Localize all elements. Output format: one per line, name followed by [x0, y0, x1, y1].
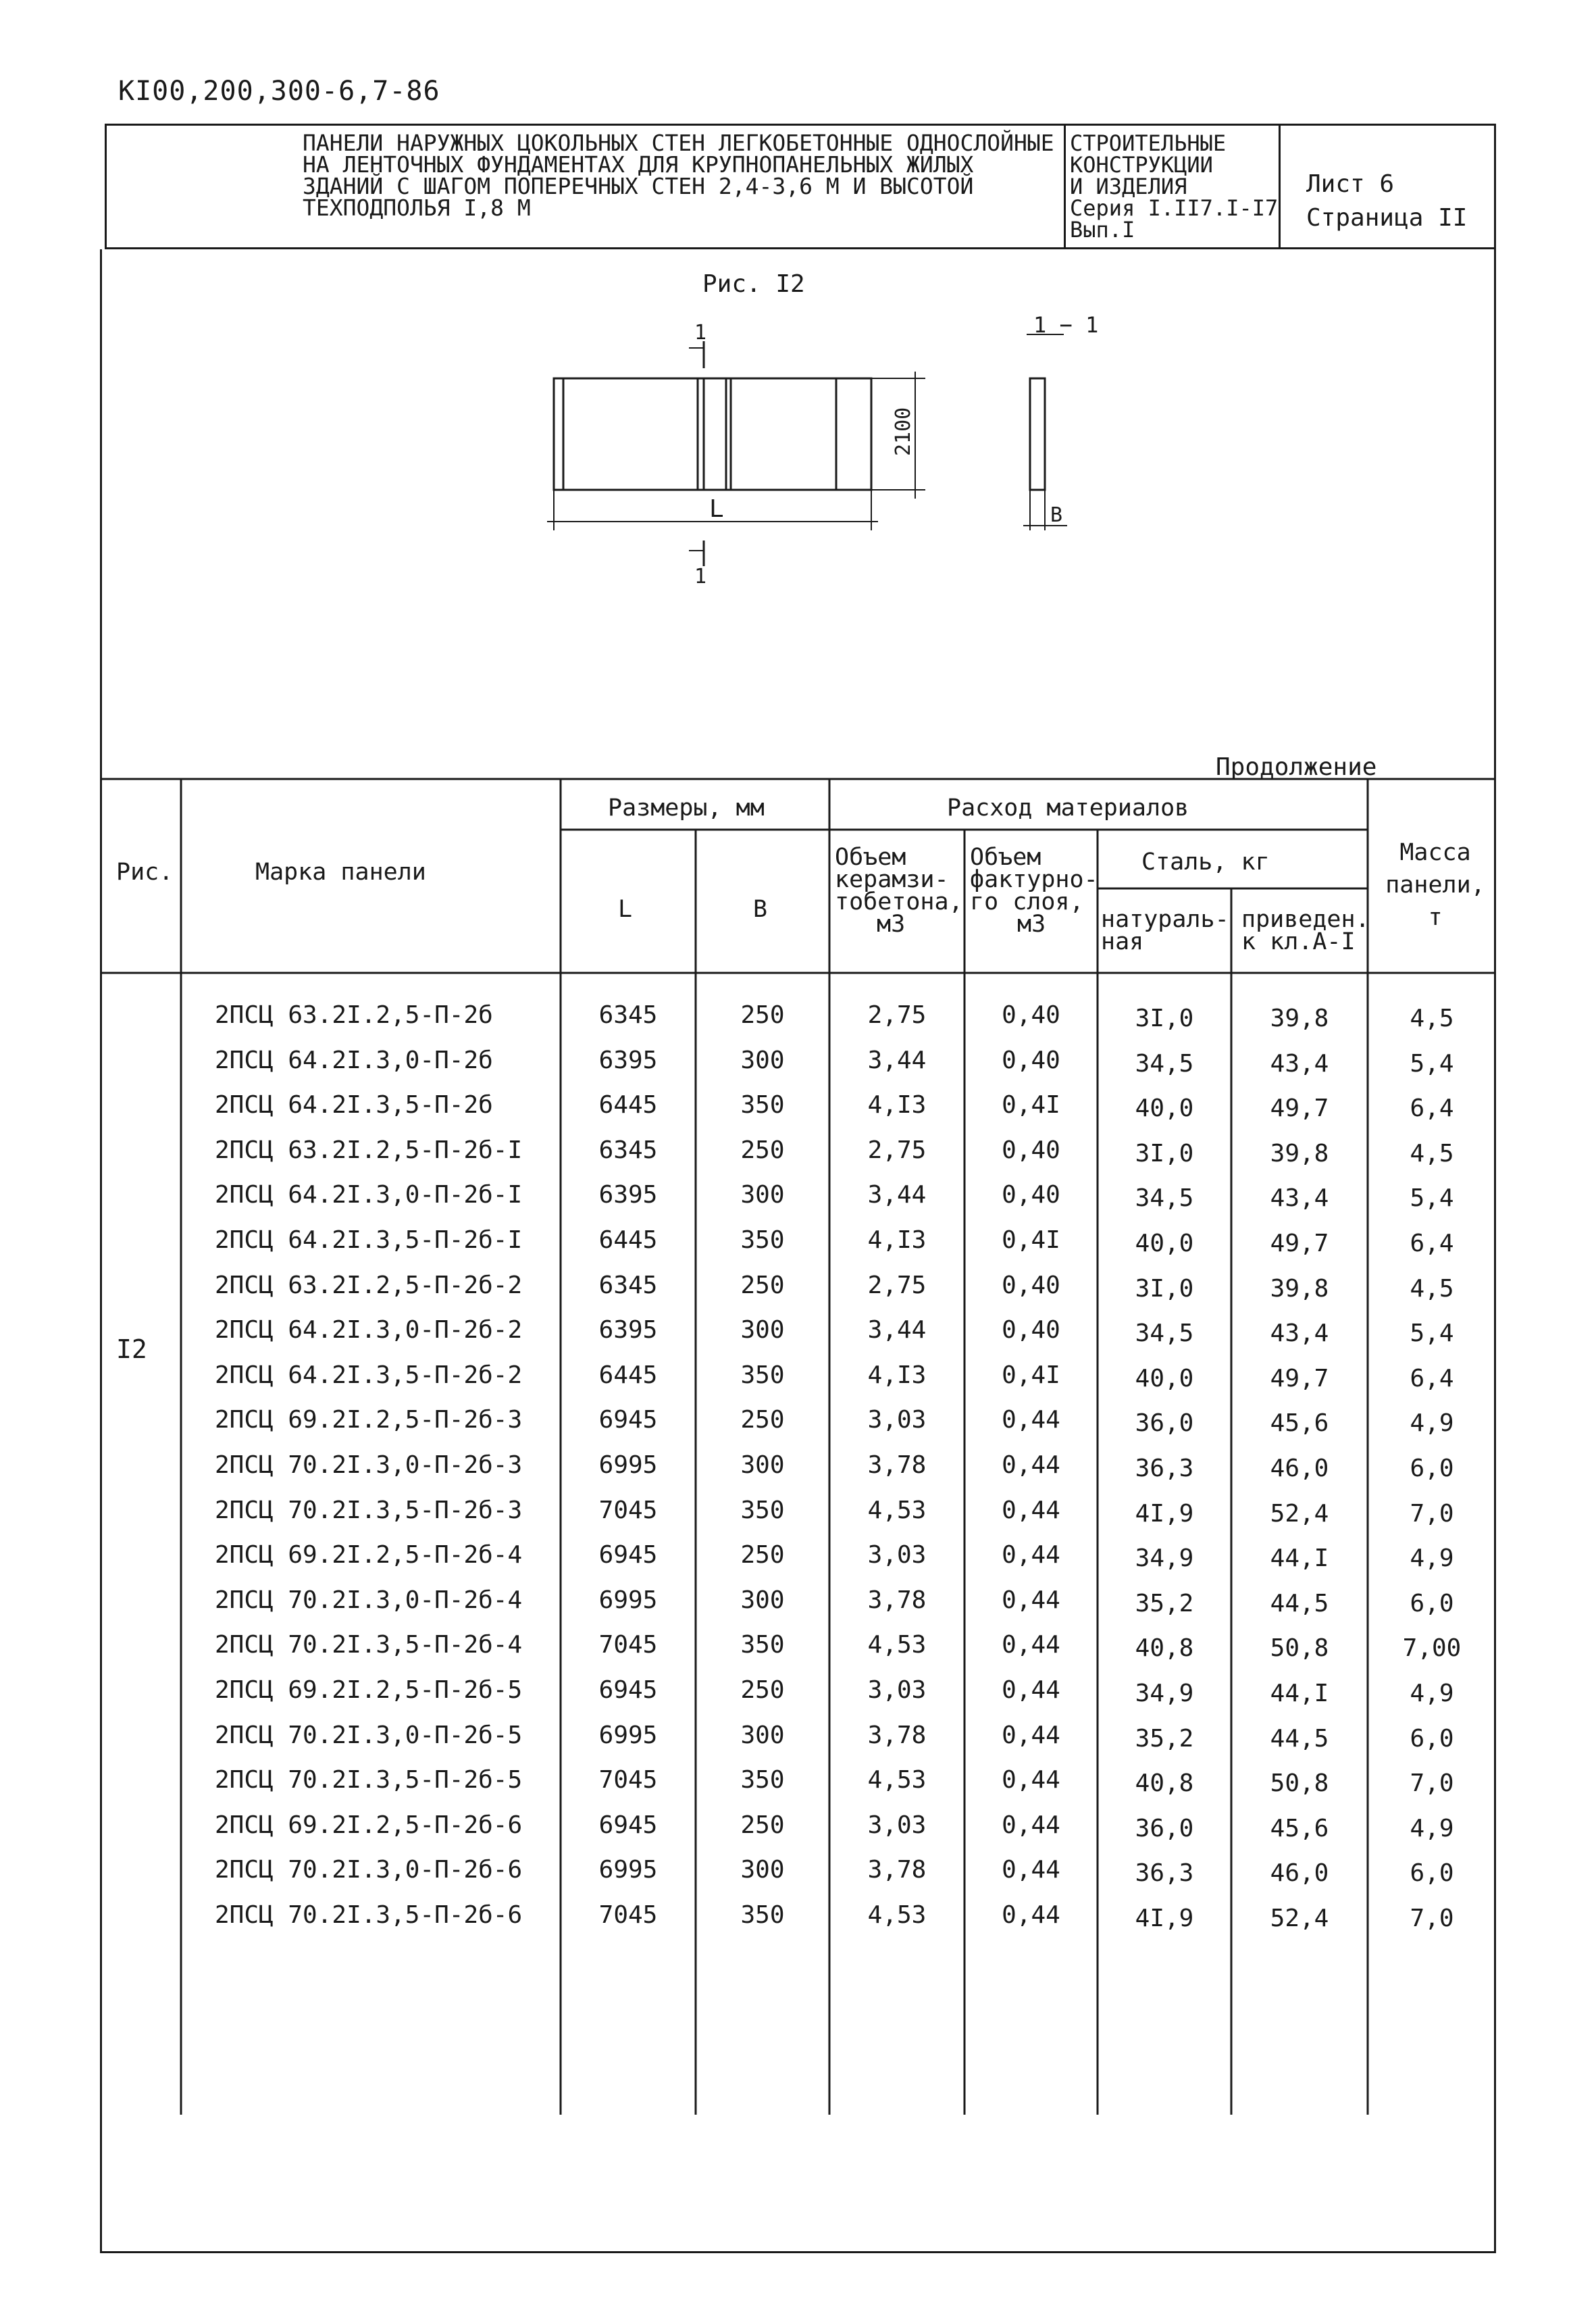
cell-vf: 0,44 — [1002, 1496, 1060, 1524]
cell-L: 6995 — [598, 1586, 658, 1614]
cell-m: 4,5 — [1410, 1274, 1454, 1303]
cell-L: 6945 — [598, 1811, 658, 1839]
cell-vc: 3,44 — [867, 1316, 927, 1344]
header-mass-2: панели, — [1385, 872, 1485, 899]
cell-vf: 0,44 — [1002, 1856, 1060, 1884]
cell-L: 7045 — [598, 1631, 658, 1659]
cell-mark: 2ПСЦ 63.2I.2,5-П-2б — [215, 1001, 493, 1029]
cell-sn: 36,0 — [1135, 1814, 1194, 1842]
length-label: L — [709, 495, 724, 523]
cell-m: 6,4 — [1410, 1364, 1454, 1392]
cell-vc: 3,78 — [867, 1451, 927, 1479]
cell-sr: 50,8 — [1270, 1634, 1329, 1663]
cell-vc: 2,75 — [867, 1271, 927, 1299]
header-steel-reduced-2: к кл.А-I — [1241, 928, 1356, 955]
cell-mark: 2ПСЦ 64.2I.3,5-П-2б-I — [215, 1226, 523, 1254]
header-mass-1: Масса — [1399, 839, 1471, 866]
figure-caption: Рис. I2 — [702, 270, 805, 298]
cell-vf: 0,40 — [1002, 1001, 1060, 1029]
cell-L: 6395 — [598, 1046, 658, 1074]
cell-B: 300 — [740, 1856, 785, 1884]
header-mass-3: т — [1428, 904, 1443, 931]
cell-vc: 4,I3 — [867, 1091, 927, 1120]
cell-L: 6995 — [598, 1721, 658, 1749]
cell-B: 300 — [740, 1046, 785, 1074]
series-line-4: Серия I.II7.I-I7 — [1070, 195, 1279, 221]
cell-L: 6345 — [598, 1001, 658, 1029]
cell-mark: 2ПСЦ 64.2I.3,5-П-2б — [215, 1091, 493, 1120]
header-mass — [1381, 836, 1489, 934]
cell-mark: 2ПСЦ 70.2I.3,5-П-2б-6 — [215, 1901, 523, 1929]
cell-sr: 44,I — [1270, 1680, 1329, 1707]
cell-mark: 2ПСЦ 64.2I.3,5-П-2б-2 — [215, 1361, 523, 1389]
cell-mark: 2ПСЦ 64.2I.3,0-П-2б — [215, 1046, 493, 1074]
cell-L: 6995 — [598, 1856, 658, 1884]
cell-sn: 3I,0 — [1135, 1274, 1194, 1303]
cell-vf: 0,44 — [1002, 1631, 1060, 1659]
title-description: ПАНЕЛИ НАРУЖНЫХ ЦОКОЛЬНЫХ СТЕН ЛЕГКОБЕТОННЫЕ ОДНОСЛОЙНЫЕ НА ЛЕНТОЧНЫХ ФУНДАМЕНТАХ ДЛЯ КРУПНОПАНЕЛЬНЫХ ЖИЛЫХ ЗДАНИЙ С ШАГОМ ПОПЕРЕЧНЫХ СТЕН 2,4-3,6 М И ВЫСОТОЙ ТЕХПОДПОЛЬЯ I,8 М — [303, 130, 1054, 221]
cell-vc: 4,53 — [867, 1631, 927, 1659]
cell-sn: 36,3 — [1135, 1859, 1194, 1888]
header-B: B — [753, 896, 768, 923]
cell-L: 7045 — [598, 1496, 658, 1524]
cell-sr: 39,8 — [1270, 1139, 1329, 1167]
cell-B: 300 — [740, 1451, 785, 1479]
cell-sr: 52,4 — [1270, 1499, 1329, 1528]
cell-L: 6395 — [598, 1181, 658, 1209]
cell-sr: 52,4 — [1270, 1905, 1329, 1932]
cell-m: 5,4 — [1410, 1319, 1454, 1348]
cell-B: 250 — [740, 1541, 785, 1569]
cell-B: 350 — [740, 1766, 785, 1794]
cell-B: 300 — [740, 1586, 785, 1614]
header-materials: Расход материалов — [947, 795, 1189, 822]
cell-sn: 34,9 — [1135, 1544, 1194, 1573]
cell-vf: 0,44 — [1002, 1406, 1060, 1434]
cell-vc: 3,44 — [867, 1181, 927, 1209]
series-line-3: И ИЗДЕЛИЯ — [1070, 174, 1187, 199]
cell-B: 250 — [740, 1406, 785, 1434]
header-steel-reduced — [1241, 906, 1370, 955]
cell-sn: 40,8 — [1135, 1769, 1194, 1798]
cell-sn: 4I,9 — [1135, 1905, 1194, 1932]
header-volume-facing-3: го слоя, — [970, 888, 1084, 915]
cell-B: 300 — [740, 1316, 785, 1344]
cell-B: 350 — [740, 1496, 785, 1524]
cell-m: 6,0 — [1410, 1589, 1454, 1617]
header-mark: Марка панели — [255, 859, 426, 886]
cell-B: 250 — [740, 1271, 785, 1299]
cell-vf: 0,4I — [1002, 1361, 1060, 1389]
cell-sn: 36,3 — [1135, 1455, 1194, 1482]
series-line-1: СТРОИТЕЛЬНЫЕ — [1070, 130, 1227, 156]
cell-mark: 2ПСЦ 69.2I.2,5-П-2б-4 — [215, 1541, 523, 1569]
cell-L: 6945 — [598, 1676, 658, 1704]
cell-sr: 44,5 — [1270, 1589, 1329, 1617]
cell-L: 6945 — [598, 1406, 658, 1434]
cell-mark: 2ПСЦ 70.2I.3,0-П-2б-6 — [215, 1856, 523, 1884]
cell-B: 350 — [740, 1091, 785, 1120]
cell-mark: 2ПСЦ 63.2I.2,5-П-2б-2 — [215, 1271, 523, 1299]
cut-mark-bottom: 1 — [694, 565, 707, 588]
cell-m: 7,0 — [1410, 1905, 1454, 1932]
cell-m: 7,0 — [1410, 1499, 1454, 1528]
cell-vf: 0,40 — [1002, 1271, 1060, 1299]
cell-sn: 36,0 — [1135, 1409, 1194, 1438]
cell-sn: 40,8 — [1135, 1634, 1194, 1663]
cell-sn: 34,5 — [1135, 1319, 1194, 1348]
cell-B: 250 — [740, 1811, 785, 1839]
cell-vc: 3,44 — [867, 1046, 927, 1074]
cell-mark: 2ПСЦ 70.2I.3,0-П-2б-4 — [215, 1586, 523, 1614]
cell-L: 6445 — [598, 1226, 658, 1254]
cell-sr: 44,I — [1270, 1544, 1329, 1573]
continuation-label: Продолжение — [1216, 753, 1377, 781]
cell-mark: 2ПСЦ 69.2I.2,5-П-2б-6 — [215, 1811, 523, 1839]
cell-vf: 0,40 — [1002, 1136, 1060, 1164]
cell-vf: 0,44 — [1002, 1451, 1060, 1479]
cell-L: 6445 — [598, 1091, 658, 1120]
header-volume-concrete — [835, 844, 963, 938]
cell-vf: 0,44 — [1002, 1811, 1060, 1839]
cell-vc: 2,75 — [867, 1001, 927, 1029]
cell-mark: 2ПСЦ 70.2I.3,0-П-2б-3 — [215, 1451, 523, 1479]
cell-sr: 45,6 — [1270, 1409, 1329, 1438]
cell-m: 5,4 — [1410, 1049, 1454, 1078]
cell-vf: 0,4I — [1002, 1091, 1060, 1120]
cell-vc: 4,53 — [867, 1901, 927, 1929]
header-L: L — [618, 896, 633, 923]
cell-mark: 2ПСЦ 70.2I.3,5-П-2б-5 — [215, 1766, 523, 1794]
cell-mark: 2ПСЦ 70.2I.3,0-П-2б-5 — [215, 1721, 523, 1749]
series-line-5: Вып.I — [1070, 217, 1135, 243]
header-volume-concrete-2: керамзи- — [835, 866, 949, 893]
header-steel-natural-1: натураль- — [1101, 906, 1229, 933]
cell-sr: 49,7 — [1270, 1230, 1329, 1257]
cell-B: 350 — [740, 1226, 785, 1254]
cell-B: 350 — [740, 1631, 785, 1659]
header-steel: Сталь, кг — [1141, 849, 1270, 876]
cell-vc: 4,I3 — [867, 1361, 927, 1389]
page-number: Страница II — [1306, 204, 1468, 232]
cell-vf: 0,40 — [1002, 1181, 1060, 1209]
cell-B: 250 — [740, 1001, 785, 1029]
cell-sr: 39,8 — [1270, 1274, 1329, 1303]
cell-vf: 0,44 — [1002, 1766, 1060, 1794]
cell-L: 6345 — [598, 1271, 658, 1299]
cell-m: 7,0 — [1410, 1769, 1454, 1798]
cell-mark: 2ПСЦ 63.2I.2,5-П-2б-I — [215, 1136, 523, 1164]
thickness-label: B — [1050, 503, 1063, 527]
cell-m: 4,9 — [1410, 1680, 1454, 1707]
cell-sn: 4I,9 — [1135, 1499, 1194, 1528]
cell-L: 7045 — [598, 1901, 658, 1929]
cell-vf: 0,40 — [1002, 1316, 1060, 1344]
series-line-2: КОНСТРУКЦИИ — [1070, 152, 1213, 178]
cell-L: 7045 — [598, 1766, 658, 1794]
cell-m: 6,4 — [1410, 1230, 1454, 1257]
header-fig: Рис. — [116, 859, 174, 886]
cell-sr: 44,5 — [1270, 1724, 1329, 1753]
cell-sr: 43,4 — [1270, 1319, 1329, 1348]
cell-B: 300 — [740, 1181, 785, 1209]
header-steel-natural-2: ная — [1101, 928, 1144, 955]
cell-L: 6995 — [598, 1451, 658, 1479]
cell-L: 6445 — [598, 1361, 658, 1389]
cell-sr: 46,0 — [1270, 1859, 1329, 1888]
cell-m: 4,5 — [1410, 1005, 1454, 1032]
cell-vc: 3,03 — [867, 1541, 927, 1569]
header-volume-facing-1: Объем — [970, 844, 1041, 871]
cell-vc: 3,03 — [867, 1406, 927, 1434]
cell-vf: 0,4I — [1002, 1226, 1060, 1254]
cell-mark: 2ПСЦ 69.2I.2,5-П-2б-3 — [215, 1406, 523, 1434]
cell-sr: 43,4 — [1270, 1184, 1329, 1213]
header-volume-facing-2: фактурно- — [970, 866, 1098, 893]
cell-mark: 2ПСЦ 69.2I.2,5-П-2б-5 — [215, 1676, 523, 1704]
cell-vc: 3,78 — [867, 1856, 927, 1884]
document-code: КI00,200,300-6,7-86 — [118, 76, 440, 107]
cell-sr: 46,0 — [1270, 1455, 1329, 1482]
cell-sn: 34,5 — [1135, 1184, 1194, 1213]
cell-sn: 3I,0 — [1135, 1005, 1194, 1032]
cell-L: 6345 — [598, 1136, 658, 1164]
cell-vc: 2,75 — [867, 1136, 927, 1164]
cell-m: 6,0 — [1410, 1455, 1454, 1482]
cell-vf: 0,44 — [1002, 1541, 1060, 1569]
cell-L: 6945 — [598, 1541, 658, 1569]
cell-vc: 3,78 — [867, 1586, 927, 1614]
cell-B: 350 — [740, 1901, 785, 1929]
cell-sr: 39,8 — [1270, 1005, 1329, 1032]
header-volume-facing — [970, 844, 1098, 938]
height-dimension: 2100 — [892, 407, 915, 456]
cell-m: 4,9 — [1410, 1409, 1454, 1438]
header-steel-natural — [1101, 906, 1229, 955]
header-volume-facing-4: м3 — [1017, 911, 1046, 938]
cell-mark: 2ПСЦ 64.2I.3,0-П-2б-2 — [215, 1316, 523, 1344]
cell-m: 7,00 — [1402, 1634, 1462, 1663]
cell-vf: 0,44 — [1002, 1721, 1060, 1749]
cell-B: 350 — [740, 1361, 785, 1389]
cell-mark: 2ПСЦ 70.2I.3,5-П-2б-3 — [215, 1496, 523, 1524]
cut-mark-top: 1 — [694, 321, 707, 345]
cell-sn: 34,5 — [1135, 1049, 1194, 1078]
cell-sn: 35,2 — [1135, 1724, 1194, 1753]
cell-m: 6,0 — [1410, 1859, 1454, 1888]
header-volume-concrete-4: м3 — [877, 911, 906, 938]
cell-vc: 4,53 — [867, 1496, 927, 1524]
cell-vf: 0,40 — [1002, 1046, 1060, 1074]
cell-B: 250 — [740, 1136, 785, 1164]
cell-B: 250 — [740, 1676, 785, 1704]
cell-vc: 3,03 — [867, 1811, 927, 1839]
cell-B: 300 — [740, 1721, 785, 1749]
cell-m: 5,4 — [1410, 1184, 1454, 1213]
cell-m: 6,0 — [1410, 1724, 1454, 1753]
cell-m: 6,4 — [1410, 1095, 1454, 1123]
cell-sr: 49,7 — [1270, 1095, 1329, 1123]
cell-vc: 3,78 — [867, 1721, 927, 1749]
cell-vf: 0,44 — [1002, 1676, 1060, 1704]
cell-sn: 40,0 — [1135, 1095, 1194, 1123]
cell-m: 4,5 — [1410, 1139, 1454, 1167]
section-label: 1 − 1 — [1033, 312, 1099, 338]
cell-sr: 43,4 — [1270, 1049, 1329, 1078]
cell-sn: 34,9 — [1135, 1680, 1194, 1707]
cell-mark: 2ПСЦ 64.2I.3,0-П-2б-I — [215, 1181, 523, 1209]
cell-sn: 40,0 — [1135, 1364, 1194, 1392]
cell-sr: 49,7 — [1270, 1364, 1329, 1392]
cell-vf: 0,44 — [1002, 1586, 1060, 1614]
figure-number: I2 — [116, 1334, 147, 1364]
cell-m: 4,9 — [1410, 1814, 1454, 1842]
header-steel-reduced-1: приведен. — [1241, 906, 1370, 933]
cell-L: 6395 — [598, 1316, 658, 1344]
cell-m: 4,9 — [1410, 1544, 1454, 1573]
cell-sr: 50,8 — [1270, 1769, 1329, 1798]
cell-vf: 0,44 — [1002, 1901, 1060, 1929]
cell-sn: 3I,0 — [1135, 1139, 1194, 1167]
cell-vc: 4,I3 — [867, 1226, 927, 1254]
header-dimensions: Размеры, мм — [608, 795, 765, 822]
cell-vc: 3,03 — [867, 1676, 927, 1704]
header-volume-concrete-1: Объем — [835, 844, 906, 871]
cell-sr: 45,6 — [1270, 1814, 1329, 1842]
sheet-number: Лист 6 — [1306, 170, 1395, 198]
header-volume-concrete-3: тобетона, — [835, 888, 963, 915]
cell-sn: 40,0 — [1135, 1230, 1194, 1257]
cell-mark: 2ПСЦ 70.2I.3,5-П-2б-4 — [215, 1631, 523, 1659]
cell-vc: 4,53 — [867, 1766, 927, 1794]
cell-sn: 35,2 — [1135, 1589, 1194, 1617]
